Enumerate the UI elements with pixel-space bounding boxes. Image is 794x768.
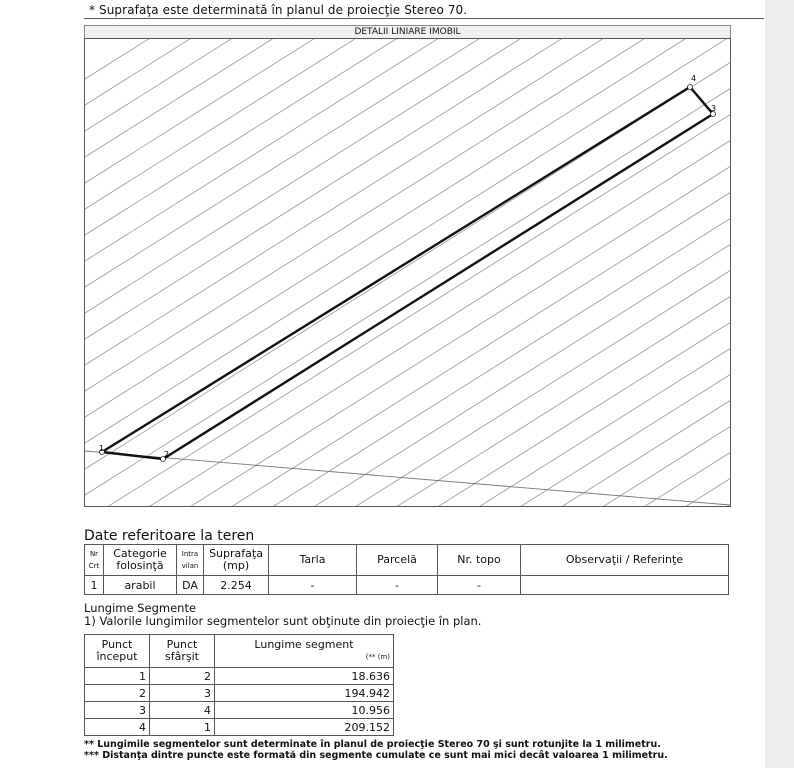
map-background-line bbox=[85, 453, 730, 506]
table-row bbox=[85, 685, 394, 702]
footnote-2: *** Distanţa dintre puncte este formată din segmente cumulate ce sunt mai mici decât valoarea 1 milimetru. bbox=[84, 750, 668, 761]
map-background-line bbox=[85, 427, 730, 506]
header-nrtopo: Nr. topo bbox=[438, 545, 521, 576]
cell-length: 209.152 bbox=[215, 719, 394, 736]
segments-table bbox=[84, 634, 394, 736]
map-boundary-line bbox=[85, 451, 730, 505]
cell-end: 1 bbox=[150, 719, 215, 736]
footnotes bbox=[84, 739, 668, 761]
map-point-4-marker bbox=[688, 85, 693, 90]
header-lungime-unit: (** (m) bbox=[365, 653, 390, 661]
header-punct-inceput: Punct început bbox=[85, 635, 150, 668]
footnote-1: ** Lungimile segmentelor sunt determinate în planul de proiecţie Stereo 70 şi sunt rotunjite la 1 milimetru. bbox=[84, 739, 661, 750]
map-background-line bbox=[85, 141, 730, 506]
cell-observatii bbox=[521, 576, 729, 595]
header-parcela: Parcelă bbox=[357, 545, 438, 576]
cell-length: 18.636 bbox=[215, 668, 394, 685]
cell-suprafata: 2.254 bbox=[204, 576, 269, 595]
map-point-4-label: 4 bbox=[691, 74, 697, 83]
cell-start: 1 bbox=[85, 668, 150, 685]
map-background-line bbox=[85, 349, 730, 506]
parcel-outline bbox=[102, 87, 713, 459]
cell-length: 10.956 bbox=[215, 702, 394, 719]
segments-header-row bbox=[85, 635, 394, 668]
cell-end: 2 bbox=[150, 668, 215, 685]
map-background-line bbox=[85, 39, 730, 443]
map-background-line bbox=[85, 479, 730, 506]
header-lungime-label: Lungime segment bbox=[254, 638, 354, 651]
map-background-line bbox=[85, 89, 730, 495]
header-punct-sfarsit: Punct sfârşit bbox=[150, 635, 215, 668]
parcel-map bbox=[84, 38, 731, 507]
terrain-section-title: Date referitoare la teren bbox=[84, 528, 255, 544]
header-suprafata: Suprafaţa (mp) bbox=[204, 545, 269, 576]
header-observatii: Observaţii / Referinţe bbox=[521, 545, 729, 576]
map-background-line bbox=[85, 39, 730, 391]
cell-end: 4 bbox=[150, 702, 215, 719]
parcel-map-drawing bbox=[85, 39, 730, 506]
top-divider bbox=[84, 18, 764, 19]
cell-length: 194.942 bbox=[215, 685, 394, 702]
header-categorie: Categorie folosinţă bbox=[104, 545, 177, 576]
map-background-lines bbox=[85, 39, 730, 506]
cell-intravilan: DA bbox=[177, 576, 204, 595]
header-tarla: Tarla bbox=[269, 545, 357, 576]
map-background-line bbox=[85, 245, 730, 506]
header-nr: Nr Crt bbox=[85, 545, 104, 576]
header-lungime bbox=[215, 635, 394, 668]
map-point-1-label: 1 bbox=[99, 444, 105, 453]
terrain-data-row bbox=[85, 576, 729, 595]
map-background-line bbox=[85, 39, 730, 79]
cell-start: 4 bbox=[85, 719, 150, 736]
cell-start: 3 bbox=[85, 702, 150, 719]
map-background-line bbox=[85, 505, 730, 506]
map-background-line bbox=[85, 39, 730, 235]
map-background-line bbox=[85, 323, 730, 506]
cell-start: 2 bbox=[85, 685, 150, 702]
map-header: DETALII LINIARE IMOBIL bbox=[84, 25, 731, 39]
map-background-line bbox=[85, 167, 730, 506]
terrain-header-row bbox=[85, 545, 729, 576]
table-row bbox=[85, 719, 394, 736]
top-note: * Suprafaţa este determinată în planul de proiecţie Stereo 70. bbox=[89, 3, 468, 17]
cell-categorie: arabil bbox=[104, 576, 177, 595]
cell-end: 3 bbox=[150, 685, 215, 702]
cell-nr: 1 bbox=[85, 576, 104, 595]
terrain-table bbox=[84, 544, 729, 595]
table-row bbox=[85, 668, 394, 685]
segments-section-title bbox=[84, 602, 481, 628]
cell-nrtopo: - bbox=[438, 576, 521, 595]
cell-tarla: - bbox=[269, 576, 357, 595]
map-point-3-label: 3 bbox=[711, 104, 717, 113]
cell-parcela: - bbox=[357, 576, 438, 595]
table-row bbox=[85, 702, 394, 719]
segments-title: Lungime Segmente bbox=[84, 601, 197, 615]
map-point-2-label: 2 bbox=[164, 450, 170, 459]
header-intravilan: Intra vilan bbox=[177, 545, 204, 576]
segments-subtitle: 1) Valorile lungimilor segmentelor sunt obţinute din proiecţie în plan. bbox=[84, 614, 482, 628]
map-background-line bbox=[85, 39, 730, 131]
map-background-line bbox=[85, 401, 730, 506]
